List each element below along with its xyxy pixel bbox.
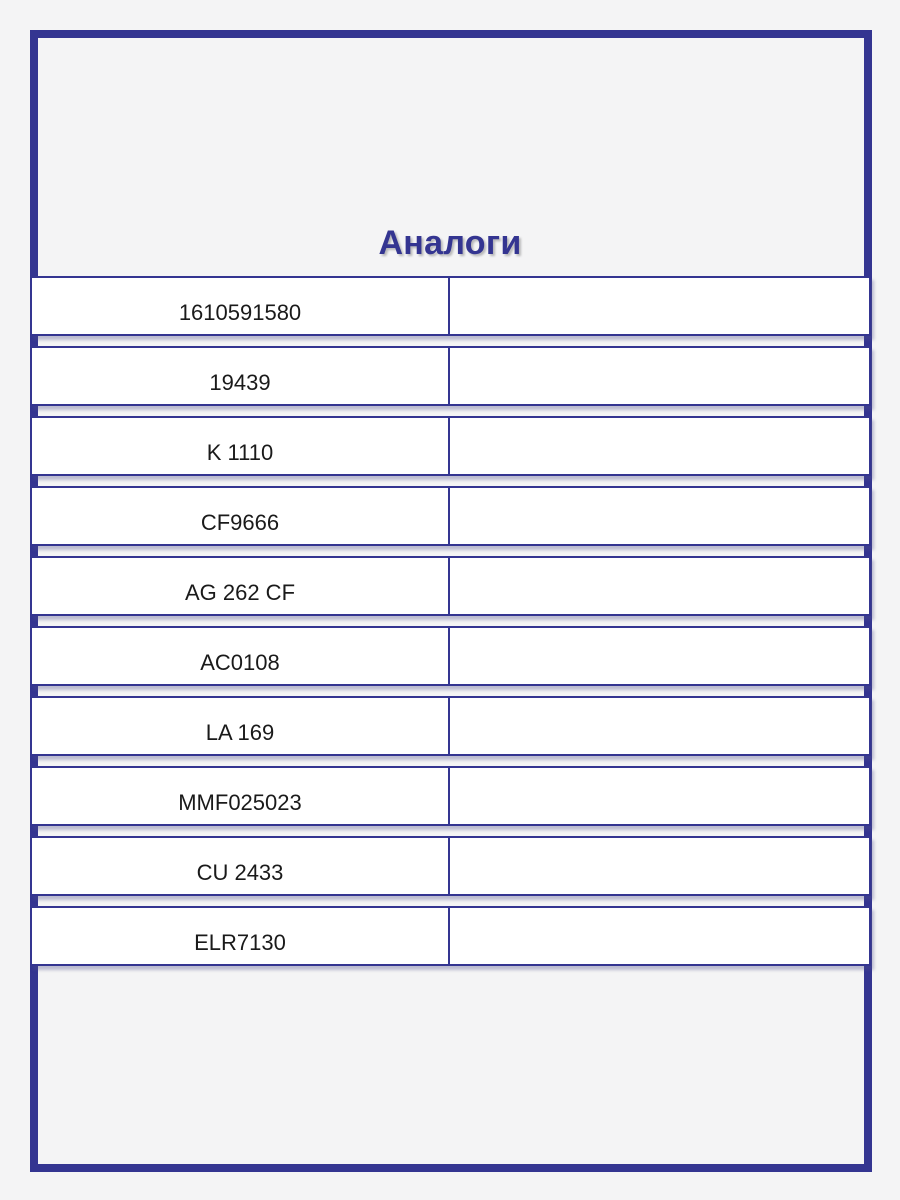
table-row <box>30 836 871 896</box>
analog-code-cell: MMF025023 <box>32 768 450 824</box>
table-row <box>30 276 871 336</box>
analog-value-cell <box>450 278 869 334</box>
analog-code-cell: CU 2433 <box>32 838 450 894</box>
page-title: Аналоги <box>378 224 522 262</box>
table-row <box>30 906 871 966</box>
analog-value-cell <box>450 908 869 964</box>
table-row <box>30 696 871 756</box>
table-row <box>30 346 871 406</box>
analog-code-cell: 19439 <box>32 348 450 404</box>
table-row <box>30 556 871 616</box>
analog-code-cell: LA 169 <box>32 698 450 754</box>
table-row <box>30 486 871 546</box>
analog-code-cell: CF9666 <box>32 488 450 544</box>
analog-code-cell: AG 262 CF <box>32 558 450 614</box>
analog-value-cell <box>450 628 869 684</box>
table-row <box>30 766 871 826</box>
analog-code-cell: K 1110 <box>32 418 450 474</box>
analog-value-cell <box>450 418 869 474</box>
analog-code-cell: AC0108 <box>32 628 450 684</box>
table-row <box>30 416 871 476</box>
analog-code-cell: ELR7130 <box>32 908 450 964</box>
analog-value-cell <box>450 838 869 894</box>
analog-code-cell: 1610591580 <box>32 278 450 334</box>
analog-value-cell <box>450 558 869 614</box>
analog-value-cell <box>450 348 869 404</box>
table-row <box>30 626 871 686</box>
analog-value-cell <box>450 698 869 754</box>
analogs-table <box>30 276 871 976</box>
analog-value-cell <box>450 768 869 824</box>
analog-value-cell <box>450 488 869 544</box>
